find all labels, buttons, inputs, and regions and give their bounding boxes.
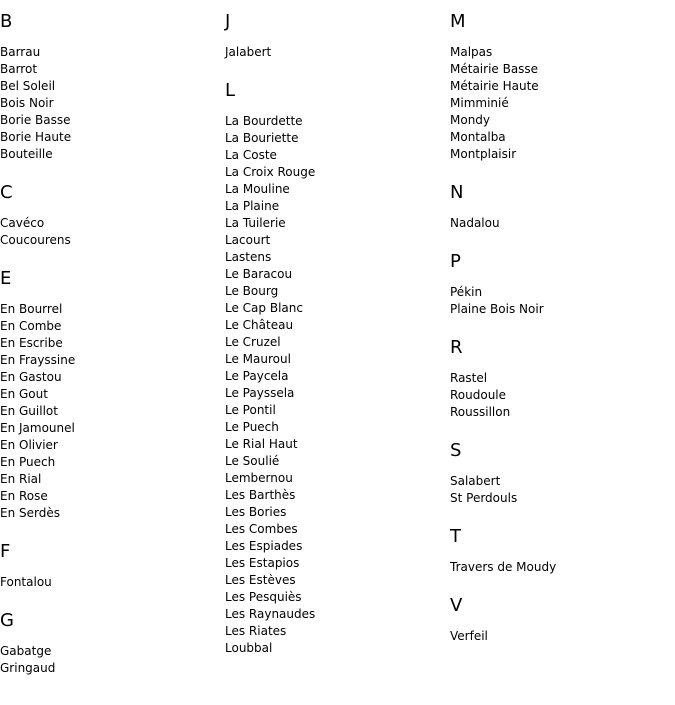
section-letter-heading: E [0,268,12,289]
section-letter-heading: J [225,11,231,32]
place-name-item: En Rial [0,472,42,486]
place-name-item: Les Pesquiès [225,590,302,604]
place-name-item: Barrot [0,62,38,76]
place-name-item: St Perdouls [450,491,518,505]
place-name-item: Jalabert [225,45,272,59]
section-letter-heading: G [0,610,14,631]
place-name-list [225,44,450,61]
place-name-item: En Bourrel [0,302,63,316]
place-name-item: Métairie Haute [450,79,539,93]
place-name-item: Le Cruzel [225,335,281,349]
place-name-item: En Combe [0,319,62,333]
letter-section [225,80,450,657]
place-name-item: Barrau [0,45,41,59]
place-name-item: Le Puech [225,420,279,434]
place-name-item: Métairie Basse [450,62,539,76]
place-name-item: Le Soulié [225,454,280,468]
place-name-item: Bois Noir [0,96,54,110]
place-name-item: Fontalou [0,575,52,589]
place-name-item: En Escribe [0,336,63,350]
section-letter-heading: L [225,80,236,101]
place-name-item: En Guillot [0,404,58,418]
letter-section [0,541,225,591]
letter-section [450,595,675,645]
column-3 [450,0,675,664]
letter-section [450,337,675,421]
place-name-item: Le Payssela [225,386,295,400]
place-name-item: Lacourt [225,233,271,247]
letter-section [0,182,225,249]
place-name-item: La Croix Rouge [225,165,316,179]
section-letter-heading: F [0,541,11,562]
place-name-item: Rastel [450,371,488,385]
place-name-item: Les Raynaudes [225,607,316,621]
place-name-item: En Gastou [0,370,62,384]
place-name-item: En Frayssine [0,353,76,367]
letter-section [450,251,675,318]
section-letter-heading: C [0,182,13,203]
section-letter-heading: S [450,440,462,461]
place-name-item: Montalba [450,130,506,144]
letter-section [450,182,675,232]
place-name-item: Le Rial Haut [225,437,298,451]
place-name-list [0,215,225,249]
place-name-item: Coucourens [0,233,71,247]
place-name-item: Borie Basse [0,113,71,127]
place-name-item: Le Cap Blanc [225,301,303,315]
place-name-item: Le Paycela [225,369,289,383]
section-letter-heading: M [450,11,466,32]
place-name-list [0,574,225,591]
letter-section [450,526,675,576]
place-name-item: Verfeil [450,629,488,643]
place-name-item: Cavéco [0,216,45,230]
letter-section [450,11,675,163]
place-name-item: Roussillon [450,405,511,419]
place-name-item: Le Pontil [225,403,276,417]
place-name-item: Les Estapios [225,556,300,570]
place-name-item: Malpas [450,45,493,59]
place-name-list [0,44,225,163]
letter-section [0,268,225,522]
letter-section [225,11,450,61]
place-name-item: Lembernou [225,471,293,485]
place-name-item: En Jamounel [0,421,75,435]
place-name-list [450,215,675,232]
place-name-item: En Serdès [0,506,60,520]
place-name-item: En Rose [0,489,48,503]
place-name-item: Salabert [450,474,501,488]
place-name-item: Les Estèves [225,573,296,587]
place-name-item: La Tuilerie [225,216,286,230]
place-name-item: Le Baracou [225,267,293,281]
letter-section [450,440,675,507]
place-name-item: Les Riates [225,624,287,638]
place-name-item: Pékin [450,285,483,299]
section-letter-heading: V [450,595,463,616]
place-name-item: En Olivier [0,438,58,452]
place-name-item: Les Barthès [225,488,296,502]
letter-section [0,11,225,163]
place-name-list [450,284,675,318]
column-1 [0,0,225,696]
place-name-item: Plaine Bois Noir [450,302,544,316]
place-name-item: Loubbal [225,641,273,655]
place-name-list [450,559,675,576]
place-name-item: Bouteille [0,147,53,161]
place-name-item: En Puech [0,455,56,469]
place-name-item: Les Espiades [225,539,303,553]
place-name-item: Les Bories [225,505,287,519]
place-name-item: Lastens [225,250,272,264]
place-name-item: La Bouriette [225,131,299,145]
place-name-item: La Plaine [225,199,280,213]
place-name-list [0,301,225,522]
place-name-item: La Mouline [225,182,290,196]
place-name-item: Borie Haute [0,130,72,144]
place-name-list [0,643,225,677]
place-name-item: Le Château [225,318,294,332]
place-name-list [450,44,675,163]
section-letter-heading: N [450,182,464,203]
place-name-list [450,370,675,421]
place-name-item: La Bourdette [225,114,303,128]
place-name-item: Travers de Moudy [450,560,557,574]
section-letter-heading: T [450,526,461,547]
place-name-item: Montplaisir [450,147,517,161]
letter-section [0,610,225,677]
place-name-item: Gringaud [0,661,56,675]
place-name-item: Le Mauroul [225,352,291,366]
column-2 [225,0,450,676]
place-name-item: Les Combes [225,522,298,536]
place-name-item: Mondy [450,113,491,127]
place-name-item: Roudoule [450,388,507,402]
place-name-item: Gabatge [0,644,52,658]
place-name-list [450,473,675,507]
section-letter-heading: B [0,11,13,32]
section-letter-heading: R [450,337,463,358]
place-name-item: Nadalou [450,216,500,230]
place-name-list [225,113,450,657]
place-name-item: La Coste [225,148,277,162]
place-name-item: Mimminié [450,96,509,110]
place-name-item: Bel Soleil [0,79,56,93]
place-name-item: Le Bourg [225,284,279,298]
place-name-item: En Gout [0,387,48,401]
place-name-list [450,628,675,645]
section-letter-heading: P [450,251,461,272]
